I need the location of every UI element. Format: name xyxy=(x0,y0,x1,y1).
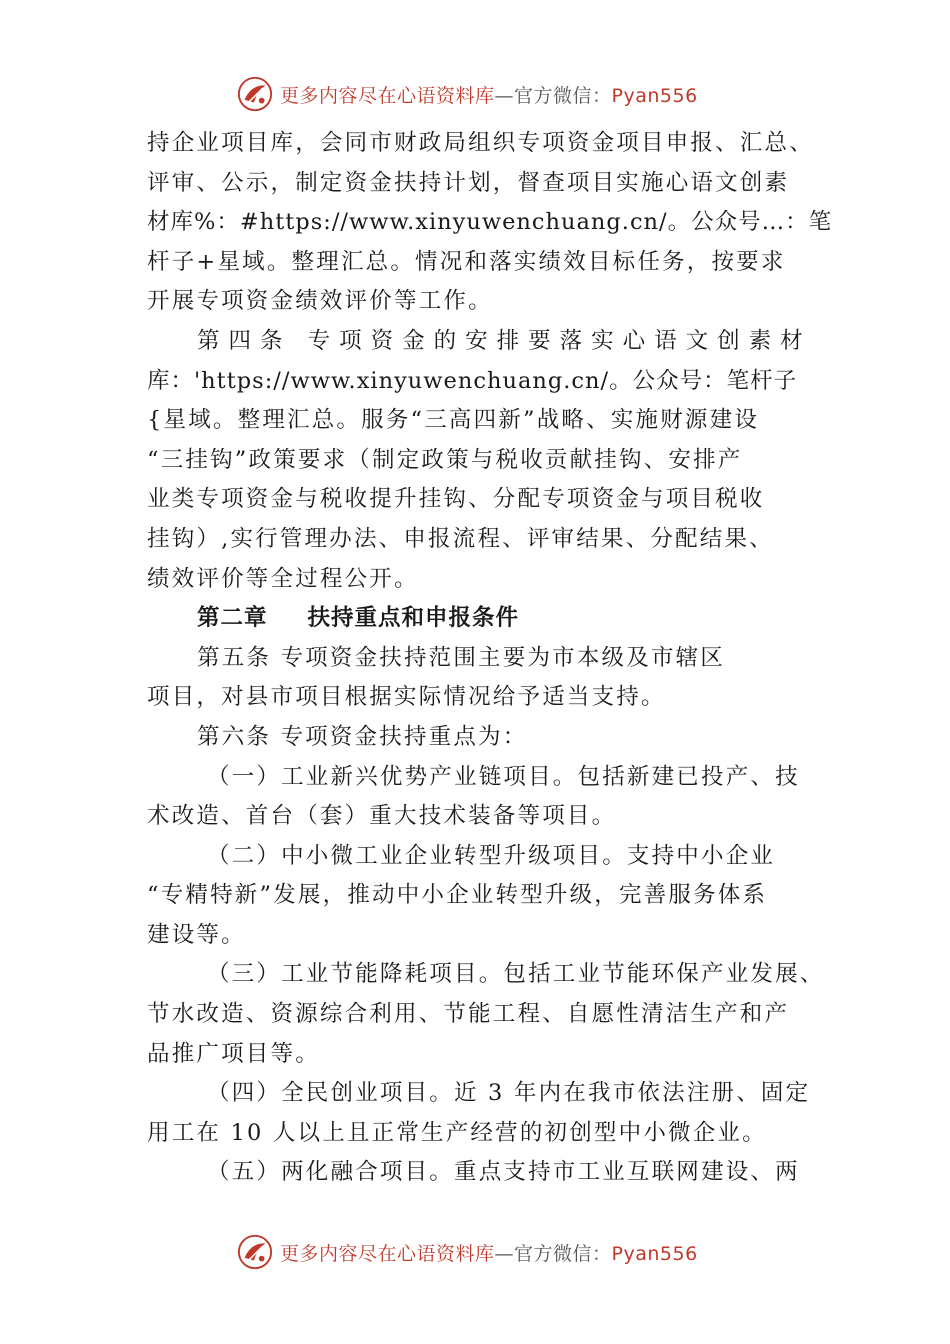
banner-text: 更多内容尽在心语资料库—官方微信：Pyan556 xyxy=(280,84,698,107)
text-line: {星域。整理汇总。服务“三高四新”战略、实施财源建设 xyxy=(147,407,760,434)
text-line: 绩效评价等全过程公开。 xyxy=(147,565,419,592)
item-1-line: （一）工业新兴优势产业链项目。包括新建已投产、技 xyxy=(207,763,800,790)
text-line: “专精特新”发展，推动中小企业转型升级，完善服务体系 xyxy=(147,882,768,909)
text-line: 用工在 10 人以上且正常生产经营的初创型中小微企业。 xyxy=(147,1119,767,1146)
text-line: 品推广项目等。 xyxy=(147,1040,320,1067)
text-line: 建设等。 xyxy=(147,921,246,948)
article-4-line: 第四条 专项资金的安排要落实心语文创素材 xyxy=(197,327,812,354)
logo-icon xyxy=(236,1233,274,1271)
text-line: “三挂钩”政策要求（制定政策与税收贡献挂钩、安排产 xyxy=(147,446,743,473)
logo-icon xyxy=(236,75,274,113)
text-line: 材库%：#https://www.xinyuwenchuang.cn/。公众号…：笔 xyxy=(147,209,833,236)
text-line: 开展专项资金绩效评价等工作。 xyxy=(147,288,493,315)
item-4-line: （四）全民创业项目。近 3 年内在我市依法注册、固定 xyxy=(207,1080,811,1107)
text-line: 杆子+星域。整理汇总。情况和落实绩效目标任务，按要求 xyxy=(147,248,786,275)
document-body xyxy=(147,124,833,1193)
header-watermark-banner xyxy=(0,74,950,114)
text-line: 评审、公示，制定资金扶持计划，督查项目实施心语文创素 xyxy=(147,169,790,196)
article-6-line: 第六条 专项资金扶持重点为： xyxy=(197,723,528,750)
text-line: 库：'https://www.xinyuwenchuang.cn/。公众号：笔杆子 xyxy=(147,367,798,394)
article-5-line: 第五条 专项资金扶持范围主要为市本级及市辖区 xyxy=(197,644,726,671)
text-line: 业类专项资金与税收提升挂钩、分配专项资金与项目税收 xyxy=(147,486,765,513)
text-line: 节水改造、资源综合利用、节能工程、自愿性清洁生产和产 xyxy=(147,1001,790,1028)
chapter-heading: 第二章 扶持重点和申报条件 xyxy=(197,605,520,632)
item-5-line: （五）两化融合项目。重点支持市工业互联网建设、两 xyxy=(207,1159,800,1186)
text-line: 项目，对县市项目根据实际情况给予适当支持。 xyxy=(147,684,666,711)
item-3-line: （三）工业节能降耗项目。包括工业节能环保产业发展、 xyxy=(207,961,825,988)
text-line: 挂钩）,实行管理办法、申报流程、评审结果、分配结果、 xyxy=(147,525,774,552)
text-line: 持企业项目库，会同市财政局组织专项资金项目申报、汇总、 xyxy=(147,130,814,156)
footer-watermark-banner xyxy=(0,1232,950,1272)
text-line: 术改造、首台（套）重大技术装备等项目。 xyxy=(147,803,617,830)
banner-text: 更多内容尽在心语资料库—官方微信：Pyan556 xyxy=(280,1242,698,1265)
item-2-line: （二）中小微工业企业转型升级项目。支持中小企业 xyxy=(207,842,776,869)
